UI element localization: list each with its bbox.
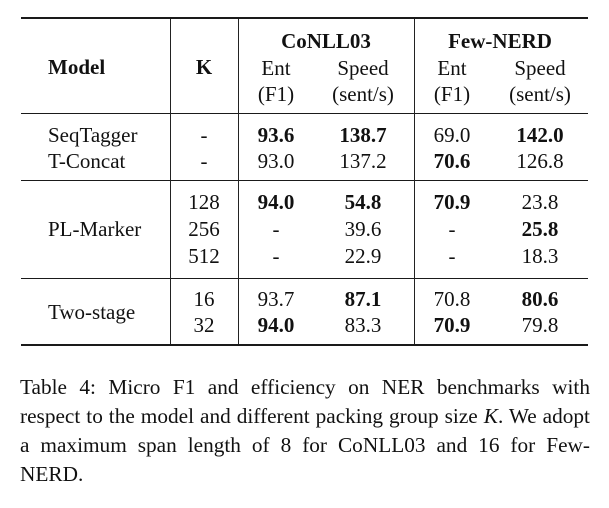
cell-fewnerd-ent: 70.6: [433, 149, 471, 173]
caption-text-2: . We adopt a maximum span length of 8 for CoNLL03 and 16 for Few-NERD.: [20, 404, 590, 486]
header-rule: [21, 113, 588, 114]
header-fewnerd-ent: Ent: [437, 56, 467, 80]
cell-fewnerd-ent: -: [448, 244, 456, 268]
cell-conll-ent: 94.0: [257, 190, 295, 214]
cell-fewnerd-speed: 18.3: [521, 244, 559, 268]
bottom-rule: [21, 344, 588, 346]
group-rule-1: [21, 180, 588, 181]
cell-conll-ent: -: [272, 244, 280, 268]
cell-conll-speed: 54.8: [344, 190, 382, 214]
cell-conll-speed: 87.1: [344, 287, 382, 311]
cell-fewnerd-speed: 142.0: [516, 123, 564, 147]
vline-after-conll: [414, 19, 415, 344]
model-seqtagger: SeqTagger: [48, 123, 138, 147]
cell-conll-ent: 94.0: [257, 313, 295, 337]
cell-conll-speed: 137.2: [339, 149, 387, 173]
header-fewnerd-speed: Speed: [514, 56, 566, 80]
header-model: Model: [48, 55, 106, 79]
header-conll-f1: (F1): [257, 82, 295, 106]
header-conll-ent: Ent: [261, 56, 291, 80]
model-t-concat: T-Concat: [48, 149, 126, 173]
model-two-stage: Two-stage: [48, 300, 136, 324]
model-pl-marker: PL-Marker: [48, 217, 142, 241]
cell-fewnerd-ent: -: [448, 217, 456, 241]
cell-fewnerd-ent: 70.9: [433, 190, 471, 214]
caption-k-symbol: K: [483, 404, 498, 428]
cell-conll-speed: 39.6: [344, 217, 382, 241]
cell-k: 128: [188, 190, 220, 214]
table-caption: [20, 373, 590, 489]
cell-conll-ent: 93.0: [257, 149, 295, 173]
cell-conll-ent: 93.7: [257, 287, 295, 311]
cell-fewnerd-ent: 69.0: [433, 123, 471, 147]
header-few-nerd: Few-NERD: [448, 29, 552, 53]
cell-fewnerd-ent: 70.8: [433, 287, 471, 311]
vline-after-k: [238, 19, 239, 344]
cell-conll-speed: 138.7: [339, 123, 387, 147]
caption-text-1: Table 4: Micro F1 and efficiency on NER benchmarks with respect to the model and different packing group size: [20, 375, 590, 428]
cell-k: 512: [188, 244, 220, 268]
header-conll-speed: Speed: [337, 56, 389, 80]
cell-k: 256: [188, 217, 220, 241]
cell-fewnerd-speed: 79.8: [521, 313, 559, 337]
cell-conll-speed: 22.9: [344, 244, 382, 268]
cell-fewnerd-speed: 23.8: [521, 190, 559, 214]
cell-k: 16: [193, 287, 215, 311]
cell-conll-ent: -: [272, 217, 280, 241]
header-fewnerd-sent: (sent/s): [509, 82, 571, 106]
cell-fewnerd-speed: 25.8: [521, 217, 559, 241]
header-k: K: [195, 55, 213, 79]
cell-conll-speed: 83.3: [344, 313, 382, 337]
cell-conll-ent: 93.6: [257, 123, 295, 147]
header-conll03: CoNLL03: [281, 29, 371, 53]
cell-k: -: [200, 123, 208, 147]
header-fewnerd-f1: (F1): [433, 82, 471, 106]
cell-fewnerd-speed: 126.8: [516, 149, 564, 173]
top-rule: [21, 17, 588, 19]
cell-k: -: [200, 149, 208, 173]
cell-fewnerd-speed: 80.6: [521, 287, 559, 311]
cell-k: 32: [193, 313, 215, 337]
group-rule-2: [21, 278, 588, 279]
header-conll-sent: (sent/s): [332, 82, 394, 106]
cell-fewnerd-ent: 70.9: [433, 313, 471, 337]
vline-after-model: [170, 19, 171, 344]
